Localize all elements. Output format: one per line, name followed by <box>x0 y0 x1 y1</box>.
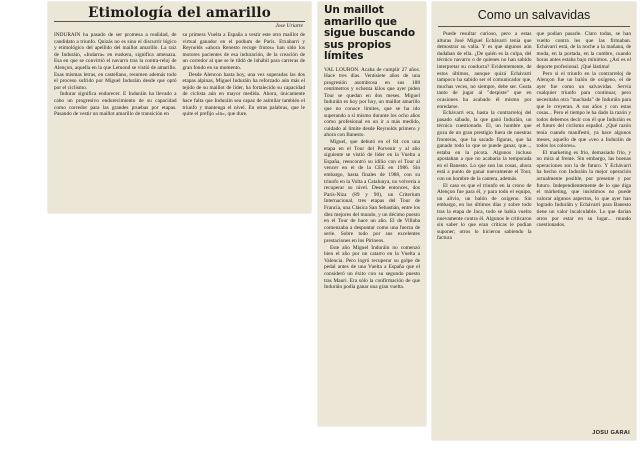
article-column-1 <box>54 32 177 118</box>
article-salvavidas-clipping <box>432 2 636 440</box>
article-body <box>318 67 426 291</box>
paragraph: Desde Alencon hasta hoy, una vez superadas las dos etapas alpinas, Miguel Induráin ha reforzado aún más el tejido de su maillot de líder, ha fortalecido su capacidad de ciclista aún en mayor medida. Ahora, únicamente hace falta que Induráin sea capaz de asimilar también el triunfo y mantenga el nivel. En otras palabras, que le quite el prefijo «in», que dure. <box>182 71 305 118</box>
paragraph: Echávarri era, hasta la contrarreloj del pasado sábado, la que ganó Induráin, un técnico cuestionado. El, un hombre que goza de un gran prestigio fuera de nuestras fronteras, que ha sacado figuras, que ha ganado todo lo que se puede ganar, que..., estaba en la picota. Algunos incluso apostaban a que no acabaría la temporada en el Banesto. Lo que son las cosas, ahora está a punto de ganar nuevamente el Tour, con un hombre de la cantera, además. <box>437 110 532 183</box>
paragraph: Indurar significa endurecer. E Induráin ha llevado a cabo un progresivo endurecimiento de su capacidad como corredor para las grandes pruebas por etapas. Pasando de vestir un maillot amarillo de transición en <box>54 91 177 118</box>
paragraph: El marketing es frío, demasiado frío, y no mira al frente. Sin embargo, las buenas operaciones son la de futuro. Y Echávarri ha hecho con Induráin la mejor operación actualmente posible, por presente y por futuro. Independientemente de lo que diga el márketing, que insistimos no puede valorar algunos aspectos, lo que ayer han logrado Induráin y Echávarri para Banesto tiene un valor incalculable. Lo que darían otros por estar en su lugar... mundo cuestionados. <box>536 149 631 229</box>
article-headline: Etimología del amarillo <box>88 5 271 21</box>
article-author: Jose Uriarte <box>275 23 303 29</box>
headline-rule <box>438 26 630 27</box>
paragraph: Pero si el triunfo en la contrarreloj de Alençon fue un balón de oxígeno, el de ayer fue como un salvavidas. Servía cualquier triunfo para continuar, pero necesitaba otra "machada" de Induráin para que le creyeran. A sus años y con estas cosas... Pero el tiempo le ha dado la razón y todos debemos decir con él que Induráin es el futuro del ciclismo español. ¿Qué razón tenía cuando manifestó, ya hace algunos meses, aquello de que «veo a Induráin de todos los colores». <box>536 70 631 150</box>
article-column-2 <box>183 32 306 118</box>
article-body <box>48 32 311 118</box>
article-headline: Un maillot amarillo que sigue buscando sus propios límites <box>324 4 415 62</box>
paragraph: El caso es que el triunfo en la crono de Alençon fue para él, y para todo el equipo, un alivio, un balón de oxígeno. Sin embargo, en los últimos días y sobre todo tras la etapa de Jaca, todo se había vuelto nuevamente contra él. Algunos le criticaron sin saber lo que eran críticas le podían suponer; otros lo hicieron sabiendo la factura <box>437 182 532 242</box>
paragraph: Miguel, que debutó en el 84 con una etapa en el Tour del Porvenir y al año siguiente se vistió de líder en la Vuelta a España, reencontró su idilio con el Tour al vencer en el de la CEE en 1986. Sin embargo, hasta finales de 1988, con su triunfo en la Volta a Catalunya, no volvería a recuperar su nivel. Desde entonces, dos París-Niza (89 y 90), un Criterium Internacional, tres etapas del Tour de Francia, una Clásica San Sebastián, entre los diez mejores del mundo, y un décimo puesto en el Tour de hace un año. El de Villaba comenzaba a despuntar como una fuerza de serie. Sobre todo por sus excelentes prestaciones en los Pirineos. <box>324 139 420 244</box>
paragraph: Puede resultar curioso, pero a estas alturas José Miguel Echávarri tenía que demostrar su valía. Y es que algunos aún dudaban de ella. ¿De quién es la culpa, del técnico navarro o de quienes no han sabido interpretar su conducta? Evidentemente, de estos últimos, aunque quizá Echávarri tampoco ha sabido ser el comunicador que, muchas veces, no siempre, debe ser. Gusta tanto de jugar al "despiste" que en ocasiones ha acabado él mismo por enredarse. <box>437 31 532 110</box>
paragraph: VAL LOURON. Acaba de cumplir 27 años. Hace tres días. Ventisiete años de una progresión asombrosa en sus 188 centímetros y ochenta kilos que ayer piden Tour se quedan en dos meses. Miguel Induráin es hoy por hoy, un maillot amarillo que no conoce límites, que se ha ido superando a sí mismo durante los ocho años como profesional en un ir a más medido, cuidado al límite desde Reynolds primero y ahora con Banesto. <box>324 66 420 139</box>
paragraph: su primera Vuelta a España a vestir este otro maillot de virtual ganador en el podium de París. Etxabarri y Reynolds «ahora Renesto recoge frutos» han sido los motores pacientes de esa induración, de la creación de un corredor al que se le tildó de inhábil para carreras de gran fondo en su momento. <box>182 32 305 71</box>
article-body <box>432 31 636 242</box>
article-column-1 <box>437 31 532 242</box>
article-signature: JOSU GARAI <box>592 430 630 436</box>
article-maillot-clipping <box>318 2 426 426</box>
article-column-2 <box>537 31 632 242</box>
article-headline: Como un salvavidas <box>477 8 591 22</box>
paragraph: que podían pasarle. Claro todas, se han vuelto contra les que las firmaban. Echávarri está, de la noche a la mañana, de moda, en la portada, en la cumbre, cuando horas antes estaba bajo mínimos. ¿Así es el deporte profesional. ¡Qué lástima! <box>536 31 631 70</box>
paragraph: INDURAIN ha pasado de ser promesa a realidad, de candidato a triunfo. Quizás no es sino el discurrir lógico y etimológico del apellido del maillot amarillo. La raíz de Induráin, «Indarra» en euskera, significa amenaza. Esa en que se convirtió el navarro tras la contra-reloj de Alençon, aquella en la que Lemond se vistió de amarillo. Esas mismas letras, en castellano, resumen además todo el proceso sufrido por Miguel Induráin desde que optó por el ciclismo. <box>54 32 177 91</box>
paragraph: Este año Miguel Induráin no comenzó bien el año por un catarro en la Vuelta a Valencia. Pero logró recuperar su golpe de pedal antes de una Vuelta a España que el consideró un éxito con su segundo puesto tras Mauri. Era sólo la confirmación de que Induráin podía ganar una gran vuelta. <box>324 244 420 291</box>
article-etimologia-clipping <box>48 2 311 213</box>
